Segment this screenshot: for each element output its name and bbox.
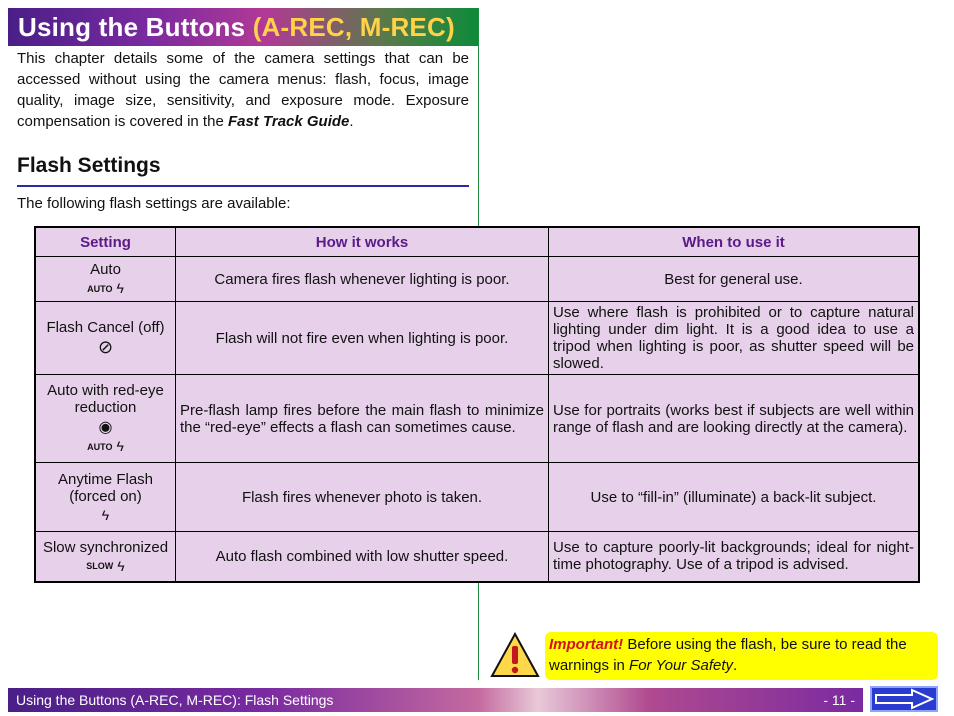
when-cell: Use to capture poorly-lit backgrounds; ideal for night-time photography. Use of a tripod is advised. bbox=[549, 532, 920, 582]
footer-label: Using the Buttons (A-REC, M-REC): Flash Settings bbox=[16, 692, 334, 708]
flash-bolt-icon: ϟ bbox=[117, 557, 125, 574]
how-cell: Flash will not fire even when lighting is poor. bbox=[176, 302, 549, 375]
for-your-safety-link[interactable]: For Your Safety bbox=[629, 657, 733, 674]
setting-cell bbox=[35, 532, 176, 582]
note-end: . bbox=[733, 657, 738, 674]
setting-name: Flash Cancel (off) bbox=[46, 318, 165, 336]
setting-name: Slow synchronized bbox=[42, 538, 169, 556]
intro-paragraph bbox=[17, 48, 469, 132]
flash-settings-table bbox=[34, 226, 920, 583]
section-heading: Flash Settings bbox=[17, 154, 161, 177]
section-rule bbox=[17, 185, 469, 187]
page-number: - 11 - bbox=[823, 692, 855, 708]
when-cell: Use for portraits (works best if subjects are well within range of flash and are looking directly at the camera). bbox=[549, 375, 920, 463]
setting-cell bbox=[35, 375, 176, 463]
when-cell: Best for general use. bbox=[549, 257, 920, 302]
table-row bbox=[35, 375, 919, 463]
setting-icons bbox=[40, 506, 171, 523]
title-bar bbox=[8, 8, 478, 46]
header-when: When to use it bbox=[549, 227, 920, 257]
setting-icons bbox=[40, 279, 171, 296]
setting-icons bbox=[40, 557, 171, 574]
setting-name: Anytime Flash (forced on) bbox=[57, 470, 154, 505]
how-cell: Pre-flash lamp fires before the main flash to minimize the “red-eye” effects a flash can sometimes cause. bbox=[176, 375, 549, 463]
setting-name: Auto with red-eye reduction bbox=[47, 382, 164, 417]
how-cell: Auto flash combined with low shutter speed. bbox=[176, 532, 549, 582]
flash-bolt-icon: ϟ bbox=[101, 507, 110, 524]
setting-cell bbox=[35, 257, 176, 302]
setting-name: Auto bbox=[90, 261, 121, 279]
flash-bolt-icon: ϟ bbox=[116, 438, 124, 455]
intro-end: . bbox=[349, 113, 354, 130]
fast-track-guide-link[interactable]: Fast Track Guide bbox=[227, 113, 350, 130]
setting-icons bbox=[40, 337, 171, 358]
next-page-button[interactable] bbox=[870, 686, 938, 712]
table-header-row bbox=[35, 227, 919, 257]
setting-cell bbox=[35, 302, 176, 375]
important-note bbox=[545, 632, 938, 680]
how-cell: Flash fires whenever photo is taken. bbox=[176, 463, 549, 532]
how-cell: Camera fires flash whenever lighting is poor. bbox=[176, 257, 549, 302]
table-row bbox=[35, 302, 919, 375]
page-title-main: Using the Buttons bbox=[18, 12, 253, 42]
flash-bolt-icon: ϟ bbox=[116, 280, 124, 297]
header-how: How it works bbox=[176, 227, 549, 257]
slow-label: SLOW bbox=[86, 560, 114, 571]
auto-label: AUTO bbox=[87, 441, 113, 452]
page-title-accent: (A-REC, M-REC) bbox=[252, 12, 455, 42]
flash-cancel-icon: ⊘ bbox=[97, 336, 114, 357]
table-row bbox=[35, 463, 919, 532]
red-eye-icon: ◉ bbox=[98, 419, 113, 437]
warning-icon bbox=[490, 632, 540, 678]
footer-bar bbox=[8, 688, 863, 712]
note-text: Before using the flash, be sure to read the warnings in bbox=[549, 636, 907, 674]
available-text: The following flash settings are available: bbox=[17, 195, 291, 212]
arrow-right-icon bbox=[872, 688, 936, 710]
when-cell: Use to “fill-in” (illuminate) a back-lit subject. bbox=[549, 463, 920, 532]
page-title bbox=[18, 8, 478, 46]
important-label: Important! bbox=[549, 636, 624, 653]
setting-cell bbox=[35, 463, 176, 532]
auto-label: AUTO bbox=[87, 283, 113, 294]
table-row bbox=[35, 532, 919, 582]
when-cell: Use where flash is prohibited or to capture natural lighting under dim light. It is a good idea to use a tripod when lighting is poor, as shutter speed will be slowed. bbox=[549, 302, 920, 375]
setting-icons bbox=[40, 417, 171, 454]
intro-text: This chapter details some of the camera settings that can be accessed without using the camera menus: flash, focus, image quality, image size, sensitivity, and exposure mode. Exposure compensation is covered in the bbox=[17, 50, 469, 130]
header-setting: Setting bbox=[35, 227, 176, 257]
table-row bbox=[35, 257, 919, 302]
